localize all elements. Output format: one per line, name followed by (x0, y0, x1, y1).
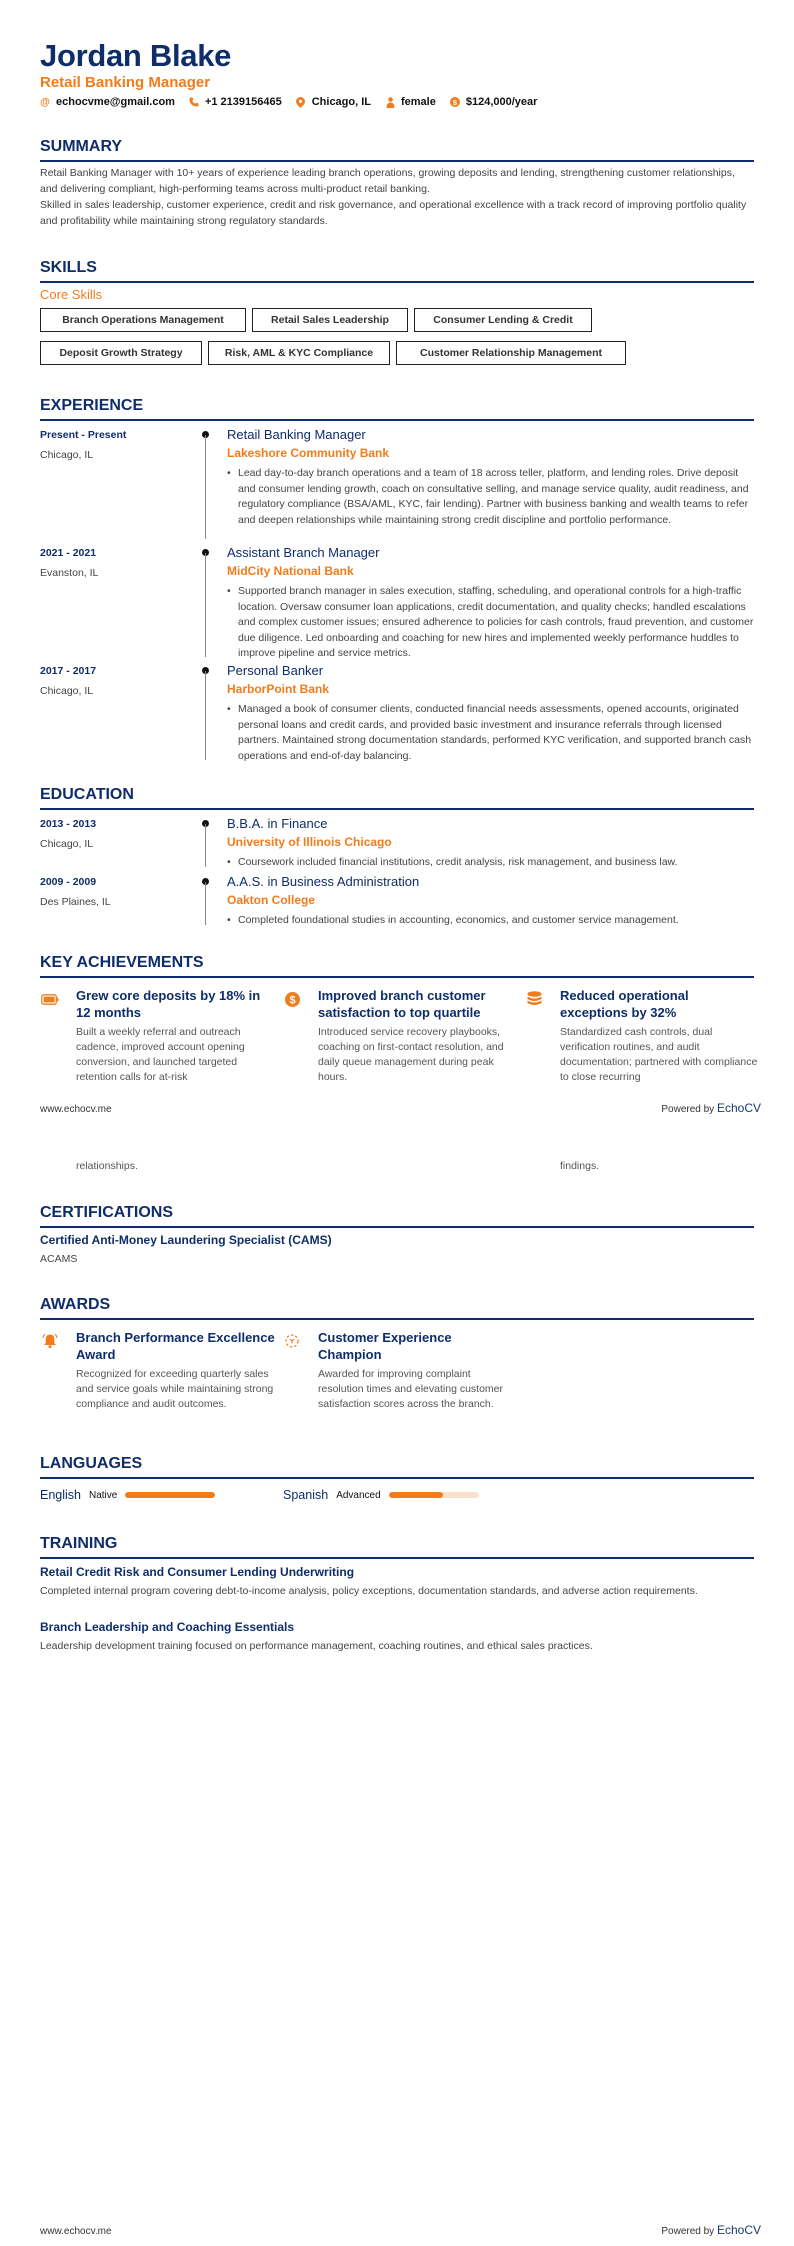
entry-school: Oakton College (227, 893, 316, 907)
summary-heading: SUMMARY (40, 138, 123, 155)
entry-bullet: • Supported branch manager in sales execution, staffing, scheduling, and operational controls for a high-traffic location. Oversaw consumer loan applications, credit documentation, and quality checks; handled escalations and complex customer issues; ensured adherence to policies for cash controls, fraud prevention, and customer due diligence. Led onboarding and coaching for new hires and implemented weekly performance huddles to improve pipeline and service metrics. (227, 584, 754, 662)
language-item (283, 1488, 479, 1502)
target-focus-icon (282, 1331, 302, 1351)
entry-organization: MidCity National Bank (227, 564, 354, 578)
achievement-description-overflow: relationships. (76, 1160, 138, 1172)
timeline-line (205, 882, 206, 925)
brand-name[interactable]: EchoCV (716, 1101, 761, 1115)
powered-by-text: Powered by (661, 1104, 715, 1115)
email-text: echocvme@gmail.com (56, 96, 175, 108)
entry-dates: 2021 - 2021 (40, 547, 97, 559)
entry-school: University of Illinois Chicago (227, 835, 392, 849)
contact-email[interactable] (40, 96, 175, 108)
entry-location: Chicago, IL (40, 838, 94, 850)
summary-divider (40, 160, 754, 162)
salary-text: $124,000/year (465, 96, 538, 108)
entry-role: Personal Banker (227, 663, 324, 678)
skill-chip: Deposit Growth Strategy (40, 341, 202, 365)
language-name: Spanish (283, 1488, 329, 1502)
training-description: Leadership development training focused on performance management, coaching routines, and ethical sales practices. (40, 1640, 593, 1652)
award-title: Customer Experience Champion (318, 1330, 452, 1362)
timeline-line (205, 671, 206, 760)
training-heading: TRAINING (40, 1535, 118, 1552)
contact-location (296, 96, 371, 108)
entry-role: Retail Banking Manager (227, 427, 366, 442)
entry-location: Chicago, IL (40, 449, 94, 461)
certifications-heading: CERTIFICATIONS (40, 1204, 174, 1221)
phone-text: +1 2139156465 (204, 96, 282, 108)
entry-dates: 2013 - 2013 (40, 818, 97, 830)
awards-divider (40, 1318, 754, 1320)
dollar-circle-icon (450, 97, 460, 107)
footer-powered-by (661, 2223, 761, 2237)
footer-website[interactable]: www.echocv.me (40, 1104, 112, 1115)
skill-chip: Consumer Lending & Credit (414, 308, 592, 332)
award-description: Awarded for improving complaint resolution times and elevating customer satisfaction scores across the branch. (318, 1368, 504, 1410)
languages-divider (40, 1477, 754, 1479)
achievement-description-overflow: findings. (560, 1160, 600, 1172)
candidate-title: Retail Banking Manager (40, 74, 211, 91)
training-divider (40, 1557, 754, 1559)
candidate-name: Jordan Blake (40, 38, 232, 73)
svg-text:$: $ (452, 97, 457, 107)
achievement-title: Improved branch customer satisfaction to top quartile (318, 988, 486, 1020)
language-level: Advanced (336, 1489, 381, 1501)
achievement-description: Built a weekly referral and outreach cadence, improved account opening conversion, and launched targeted retention calls for at-risk (76, 1026, 245, 1083)
achievement-title: Grew core deposits by 18% in 12 months (76, 988, 261, 1020)
dollar-circle-icon (282, 989, 302, 1009)
achievement-title: Reduced operational exceptions by 32% (560, 988, 689, 1020)
education-divider (40, 808, 754, 810)
entry-bullet: • Completed foundational studies in accounting, economics, and customer service management. (227, 913, 754, 929)
entry-role: Assistant Branch Manager (227, 545, 380, 560)
language-name: English (40, 1488, 81, 1502)
entry-location: Chicago, IL (40, 685, 94, 697)
entry-dates: Present - Present (40, 429, 127, 441)
footer-powered-by (661, 1101, 761, 1115)
summary-paragraph-2: Skilled in sales leadership, customer experience, credit and risk governance, and operational excellence with a track record of improving portfolio quality and profitability while maintaining strong regulatory standards. (40, 199, 747, 227)
summary-paragraph-1: Retail Banking Manager with 10+ years of experience leading branch operations, growing deposits and lending, strengthening customer relationships, and delivering compliant, high-performing teams across multi-product retail banking. (40, 167, 735, 195)
entry-bullet: • Coursework included financial institutions, credit analysis, risk management, and business law. (227, 855, 754, 871)
achievements-heading: KEY ACHIEVEMENTS (40, 954, 204, 971)
achievements-divider (40, 976, 754, 978)
person-icon (385, 97, 395, 108)
brand-name[interactable]: EchoCV (716, 2223, 761, 2237)
contact-salary (450, 96, 538, 108)
location-pin-icon (296, 97, 306, 108)
certification-title: Certified Anti-Money Laundering Specialist (CAMS) (40, 1233, 332, 1247)
entry-dates: 2017 - 2017 (40, 665, 97, 677)
skills-heading: SKILLS (40, 259, 97, 276)
skill-chip: Risk, AML & KYC Compliance (208, 341, 390, 365)
entry-dates: 2009 - 2009 (40, 876, 97, 888)
entry-location: Evanston, IL (40, 567, 99, 579)
coin-stack-icon (524, 989, 544, 1009)
language-item (40, 1488, 215, 1502)
at-icon: @ (40, 96, 50, 108)
footer-website[interactable]: www.echocv.me (40, 2226, 112, 2237)
certifications-divider (40, 1226, 754, 1228)
certification-issuer: ACAMS (40, 1253, 78, 1265)
experience-divider (40, 419, 754, 421)
language-proficiency-fill (125, 1492, 215, 1498)
bell-icon (40, 1331, 60, 1351)
skill-chip: Retail Sales Leadership (252, 308, 408, 332)
location-text: Chicago, IL (311, 96, 371, 108)
entry-organization: HarborPoint Bank (227, 682, 330, 696)
timeline-line (205, 435, 206, 539)
skills-group-label: Core Skills (40, 287, 103, 302)
education-heading: EDUCATION (40, 786, 134, 803)
training-title: Branch Leadership and Coaching Essentials (40, 1620, 295, 1634)
contact-gender (385, 96, 436, 108)
entry-bullet: • Lead day-to-day branch operations and a team of 18 across teller, platform, and lending roles. Drive deposit and consumer lending growth, coach on consultative selling, and manage service quality, audit readiness, and regulatory compliance (BSA/AML, KYC, fair lending). Partner with business banking and wealth teams to refer and deepen relationships while maintaining strong credit discipline and portfolio performance. (227, 466, 754, 528)
language-level: Native (89, 1489, 118, 1501)
language-proficiency-fill (389, 1492, 443, 1498)
skill-chip: Customer Relationship Management (396, 341, 626, 365)
awards-heading: AWARDS (40, 1296, 111, 1313)
entry-organization: Lakeshore Community Bank (227, 446, 390, 460)
skills-divider (40, 281, 754, 283)
gender-text: female (401, 96, 436, 108)
language-proficiency-bar (389, 1492, 479, 1498)
phone-icon (189, 97, 199, 107)
languages-heading: LANGUAGES (40, 1455, 143, 1472)
svg-text:$: $ (288, 994, 296, 1006)
timeline-line (205, 553, 206, 657)
entry-degree: A.A.S. in Business Administration (227, 874, 420, 889)
achievement-description: Introduced service recovery playbooks, coaching on first-contact resolution, and daily queue management during peak hours. (318, 1026, 504, 1083)
achievement-description: Standardized cash controls, dual verification routines, and audit documentation; partnered with compliance to close recurring (560, 1026, 758, 1083)
language-proficiency-bar (125, 1492, 215, 1498)
award-title: Branch Performance Excellence Award (76, 1330, 275, 1362)
experience-heading: EXPERIENCE (40, 397, 144, 414)
timeline-line (205, 824, 206, 867)
training-description: Completed internal program covering debt-to-income analysis, policy exceptions, documentation standards, and adverse action requirements. (40, 1585, 698, 1597)
battery-icon (40, 989, 60, 1009)
entry-degree: B.B.A. in Finance (227, 816, 328, 831)
contact-row (40, 96, 551, 108)
training-title: Retail Credit Risk and Consumer Lending Underwriting (40, 1565, 355, 1579)
award-description: Recognized for exceeding quarterly sales and service goals while maintaining strong compliance and audit outcomes. (76, 1368, 274, 1410)
contact-phone[interactable] (189, 96, 282, 108)
skill-chip: Branch Operations Management (40, 308, 246, 332)
entry-bullet: • Managed a book of consumer clients, conducted financial needs assessments, opened accounts, originated personal loans and credit cards, and provided basic investment and insurance referrals through licensed partners. Maintained strong documentation standards, performed KYC verification, and supported branch cash operations and end-of-day balancing. (227, 702, 754, 764)
entry-location: Des Plaines, IL (40, 896, 111, 908)
powered-by-text: Powered by (661, 2226, 715, 2237)
